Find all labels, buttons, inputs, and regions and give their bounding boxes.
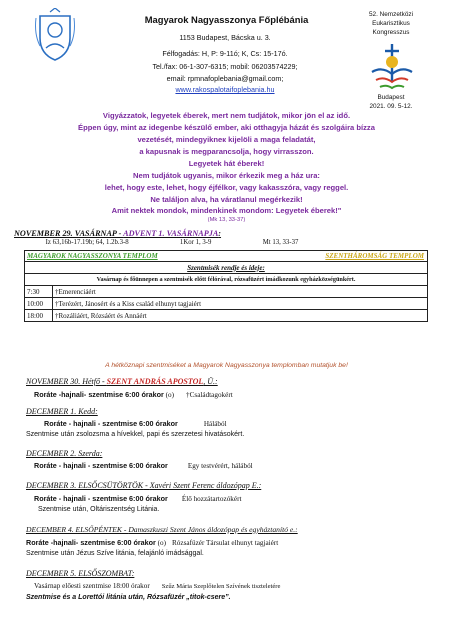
church-header-row (25, 251, 428, 262)
mass-extra: (o) (155, 539, 167, 547)
mass-line (44, 419, 227, 428)
day-note: Szentmise után Jézus Szíve litánia, felajánló imádsággal. (26, 550, 204, 557)
email: email: rpmnafoplebania@gmail.com; (166, 74, 284, 83)
day-date: DECEMBER 4. ELSŐPÉNTEK (26, 525, 122, 534)
scripture-line: Nem tudjátok ugyanis, mikor érkezik meg a ház ura: (133, 171, 320, 180)
mass-label: Roráte - hajnali - szentmise 6:00 órakor (34, 494, 168, 503)
day-title: DECEMBER 1. Kedd: (26, 407, 98, 416)
mass-line (34, 582, 280, 590)
table-row (25, 251, 428, 262)
weekday-note: A hétköznapi szentmiséket a Magyarok Nagyasszonya templomban mutatjuk be! (105, 362, 348, 369)
scripture-line: Vigyázzatok, legyetek éberek, mert nem tudjátok, mikor jön el az idő. (102, 111, 351, 120)
day-tail: Xavéri Szent Ferenc áldozópap E.: (149, 481, 262, 490)
mass-label: Roráte - hajnali - szentmise 6:00 órakor (34, 461, 168, 470)
day-tail: Damaszkuszi Szent János áldozópap és egyháztanító e.: (128, 525, 298, 534)
congress-line: Eukarisztikus (372, 20, 410, 27)
mass-time: 7:30 (25, 286, 53, 298)
mass-intention: Egy testvérért, hálából (187, 462, 253, 470)
readings (14, 239, 324, 246)
day-sep: - (121, 525, 129, 534)
mass-intention: Szűz Mária Szeplőtelen Szívének tiszteletére (161, 583, 281, 590)
mass-extra: (o) (163, 391, 175, 399)
day-feast: SZENT ANDRÁS APOSTOL (106, 377, 204, 386)
scripture-line: Amit nektek mondok, mindenkinek mondom: Legyetek éberek!" (111, 206, 342, 215)
scripture-line: a kapusnak is megparancsolja, hogy virrasszon. (139, 147, 314, 156)
mass-intention: †Rozáliáért, Rózsáért és Annáért (53, 310, 428, 322)
parish-name: Magyarok Nagyasszonya Főplébánia (144, 14, 309, 25)
church-b: SZENTHÁROMSÁG TEMPLOM (325, 252, 424, 260)
mass-intention: Hálából (203, 420, 227, 428)
day-sep: - (143, 481, 150, 490)
scripture-line: Legyetek hát éberek! (188, 159, 265, 168)
mass-line (34, 494, 241, 503)
scripture-line: Éppen úgy, mint az idegenbe készülő ember, aki otthagyja házát és szolgáira bízza (78, 123, 375, 132)
congress-line: 52. Nemzetközi (368, 11, 414, 18)
mass-label: Roráte -hajnali- szentmise 6:00 órakor (34, 390, 164, 399)
mass-intention: Rózsafüzér Társulat elhunyt tagjaiért (172, 539, 279, 547)
day-title (26, 377, 218, 386)
day-note: Szentmise és a Lorettói litánia után, Rózsafüzér „titok-csere”. (26, 594, 231, 601)
address: 1153 Budapest, Bácska u. 3. (179, 33, 271, 42)
sunday-date (14, 229, 434, 238)
website-link[interactable]: www.rakospalotaifoplebania.hu (175, 85, 275, 94)
day-title: DECEMBER 2. Szerda: (26, 449, 103, 458)
scripture-reference: (Mk 13, 33-37) (207, 217, 246, 223)
mass-label: Roráte -hajnali- szentmise 6:00 órakor (26, 538, 156, 547)
reading: Iz 63,16b-17.19b; 64, 1.2b.3-8 (45, 239, 129, 246)
day-title: DECEMBER 5. ELSŐSZOMBAT: (26, 569, 135, 578)
mass-line (34, 390, 233, 399)
mass-intention: Élő hozzátartozókért (181, 495, 242, 503)
reading: Mt 13, 33-37 (262, 239, 299, 246)
congress-label (352, 10, 430, 37)
mass-subheading: Vasárnap és főünnepen a szentmisék előtt félórával, rózsafüzért imádkozunk egyházközségünkért. (25, 274, 428, 286)
scripture-line: lehet, hogy este, lehet, hogy éjfélkor, vagy kakasszóra, vagy reggel. (104, 183, 349, 192)
mass-table (24, 250, 428, 322)
mass-heading: Szentmisék rendje és ideje: (25, 262, 428, 274)
mass-intention: †Terézért, Jánosért és a Kiss család elhunyt tagjaiért (53, 298, 428, 310)
mass-time: 10:00 (25, 298, 53, 310)
mass-line (26, 538, 278, 547)
sunday-header (14, 229, 434, 246)
congress-line: Kongresszus (372, 29, 410, 36)
scripture-line: vezetését, mindegyikneк kijelöli a maga feladatát, (137, 135, 316, 144)
day-sep: - (99, 377, 107, 386)
table-row (25, 298, 428, 310)
sunday-title: ADVENT 1. VASÁRNAPJA (123, 229, 219, 238)
table-row (25, 310, 428, 322)
mass-line (34, 461, 253, 470)
day-tail: , Ü.: (203, 377, 218, 386)
table-row (25, 286, 428, 298)
sunday-colon: : (218, 229, 222, 238)
day-title (26, 525, 298, 534)
phone: Tel./fax: 06-1-307-6315; mobil: 06203574229; (152, 62, 298, 71)
mass-time: 18:00 (25, 310, 53, 322)
scripture-line: Ne találjon alva, ha váratlanul megérkezik! (150, 195, 303, 204)
day-note-text: Szentmise után, Oltáriszentség Litánia. (38, 506, 160, 513)
congress-date: 2021. 09. 5-12. (369, 103, 413, 110)
day-date: DECEMBER 3. ELSŐCSÜTÖRTÖK (26, 481, 144, 490)
table-row (25, 262, 428, 274)
sunday-date-text: NOVEMBER 29. VASÁRNAP - (14, 229, 124, 238)
table-row (25, 274, 428, 286)
mass-label: Vasárnap előesti szentmise 18:00 órakor (34, 582, 150, 590)
day-date: NOVEMBER 30. Hétfő (26, 377, 100, 386)
mass-intention: †Családtagokért (186, 391, 233, 399)
day-note: Szentmise után zsolozsma a hívekkel, papi és szerzetesi hivatásokért. (26, 431, 245, 438)
congress-logo (366, 42, 418, 92)
mass-intention: †Emerenciáért (53, 286, 428, 298)
office-hours: Félfogadás: H, P: 9-11ó; K, Cs: 15-17ó. (162, 49, 288, 58)
reading: 1Kor 1, 3-9 (179, 239, 212, 246)
day-note (38, 506, 159, 513)
mass-label: Roráte - hajnali - szentmise 6:00 órakor (44, 419, 178, 428)
congress-city: Budapest (377, 94, 405, 101)
day-title (26, 481, 261, 490)
church-a: MAGYAROK NAGYASSZONYA TEMPLOM (27, 252, 158, 260)
